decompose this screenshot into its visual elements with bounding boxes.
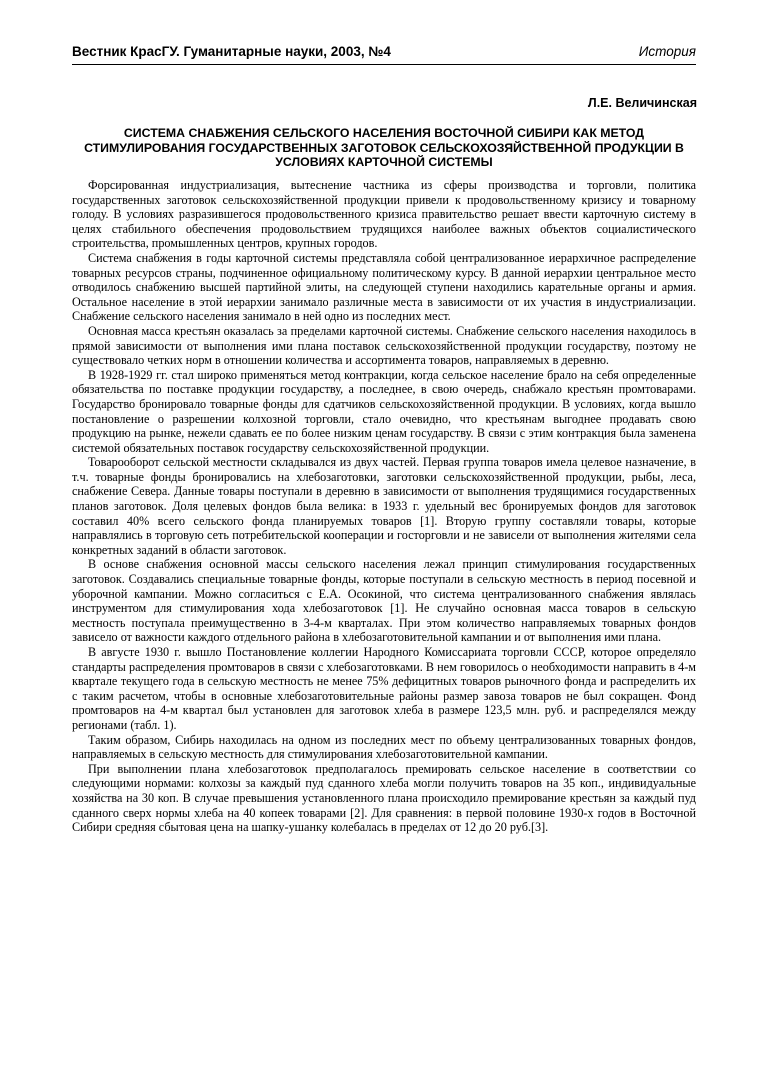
paragraph-7: В августе 1930 г. вышло Постановление коллегии Народного Комиссариата торговли СССР, которое определяло стандарты распределения промтоваров в связи с хлебозаготовками. В нем говорилось о необходимости направить в 4-м квартале текущего года в сельскую местность не менее 75% дефицитных товаров рыночного фонда и распределить их с таким расчетом, чтобы в основные хлебозаготовительные районы размер завоза товаров не был сокращен. Фонд промтоваров на 4-м квартал был установлен для заготовок хлеба в размере 123,5 млн. руб. и распределялся между регионами (табл. 1). — [72, 645, 696, 732]
running-header — [72, 44, 696, 59]
author-name: Л.Е. Величинская — [587, 96, 697, 110]
article-body — [72, 178, 696, 835]
paragraph-3: Основная масса крестьян оказалась за пределами карточной системы. Снабжение сельского населения находилось в прямой зависимости от выполнения ими плана поставок сельскохозяйственной продукции государству, поэтому не существовало четких норм в отношении количества и ассортимента товаров, направляемых в деревню. — [72, 323, 696, 368]
section-name: История — [638, 44, 696, 59]
paragraph-9: При выполнении плана хлебозаготовок предполагалось премировать сельское население в соответствии со следующими нормами: колхозы за каждый пуд сданного хлеба могли получить товаров на 35 коп., индивидуальные хозяйства на 30 коп. В случае превышения установленного плана происходило премирование крестьян за каждый пуд сданного сверх нормы хлеба на 40 копеек товарами [2]. Для сравнения: в первой половине 1930-х годов в Восточной Сибири средняя сбытовая цена на шапку-ушанку колебалась в пределах от 12 до 20 руб.[3]. — [72, 761, 696, 835]
paragraph-1: Форсированная индустриализация, вытеснение частника из сферы производства и торговли, политика государственных заготовок сельскохозяйственной продукции привели к продовольственному кризису и товарному голоду. В условиях разразившегося продовольственного кризиса правительство решает ввести карточную систему в целях стабильного обеспечения продовольствием трудящихся наиболее важных объектов социалистического строительства, промышленных центров, крупных городов. — [72, 178, 696, 251]
paragraph-6: В основе снабжения основной массы сельского населения лежал принцип стимулирования государственных заготовок. Создавались специальные товарные фонды, которые поступали в сельскую местность в период посевной и уборочной кампании. Можно согласиться с Е.А. Осокиной, что система централизованного снабжения являлась инструментом для стимулирования хода хлебозаготовок [1]. Не случайно основная масса товаров в сельскую местность поступала преимущественно в 3-4-м кварталах. При этом количество направляемых товарных фондов зависело от важности каждого отдельного района в хлебозаготовительной кампании и от выполнения ими плана. — [72, 557, 696, 645]
paragraph-5: Товарооборот сельской местности складывался из двух частей. Первая группа товаров имела целевое назначение, в т.ч. товарные фонды бронировались на хлебозаготовки, заготовки сельскохозяйственной продукции, рыбы, леса, снабжение Севера. Данные товары поступали в деревню в зависимости от выполнения трудящимися государственных планов заготовок. Доля целевых фондов была велика: в 1933 г. удельный вес бронируемых фондов для заготовок составил 40% всего сельского фонда планируемых товаров [1]. Вторую группу составляли товары, которые направлялись в торговую сеть потребительской кооперации и госторговли и не зависели от выполнения жителями села конкретных заданий в области заготовок. — [72, 455, 696, 557]
paragraph-8: Таким образом, Сибирь находилась на одном из последних мест по объему централизованных товарных фондов, направляемых в сельскую местность для стимулирования хлебозаготовительной кампании. — [72, 732, 696, 762]
paragraph-4: В 1928-1929 гг. стал широко применяться метод контракции, когда сельское население брало на себя определенные обязательства по поставке продукции государству, а последнее, в свою очередь, снабжало крестьян промтоварами. Государство бронировало товарные фонды для сдатчиков сельскохозяйственной продукции. В условиях, когда вышло постановление о разрешении колхозной торговли, стало очевидно, что крестьянам выгоднее продавать свою продукцию на рынке, нежели сдавать ее по более низким ценам государству. В связи с этим контракция была заменена системой обязательных поставок государству сельскохозяйственной продукции. — [72, 367, 696, 455]
header-rule — [72, 64, 696, 65]
article-title: СИСТЕМА СНАБЖЕНИЯ СЕЛЬСКОГО НАСЕЛЕНИЯ ВОСТОЧНОЙ СИБИРИ КАК МЕТОД СТИМУЛИРОВАНИЯ ГОСУДАРСТВЕННЫХ ЗАГОТОВОК СЕЛЬСКОХОЗЯЙСТВЕННОЙ ПРОДУКЦИИ В УСЛОВИЯХ КАРТОЧНОЙ СИСТЕМЫ — [84, 126, 684, 169]
journal-title: Вестник КрасГУ. Гуманитарные науки, 2003, №4 — [72, 44, 391, 59]
paragraph-2: Система снабжения в годы карточной системы представляла собой централизованное иерархичное распределение товарных ресурсов страны, подчиненное официальному политическому курсу. В данной иерархии центральное место отводилось снабжению высшей партийной элиты, на следующей ступени находились карательные органы и армия. Остальное население в этой иерархии занимало различные места в зависимости от их участия в индустриализации. Снабжение сельского населения занимало в ней одно из последних мест. — [72, 250, 696, 324]
